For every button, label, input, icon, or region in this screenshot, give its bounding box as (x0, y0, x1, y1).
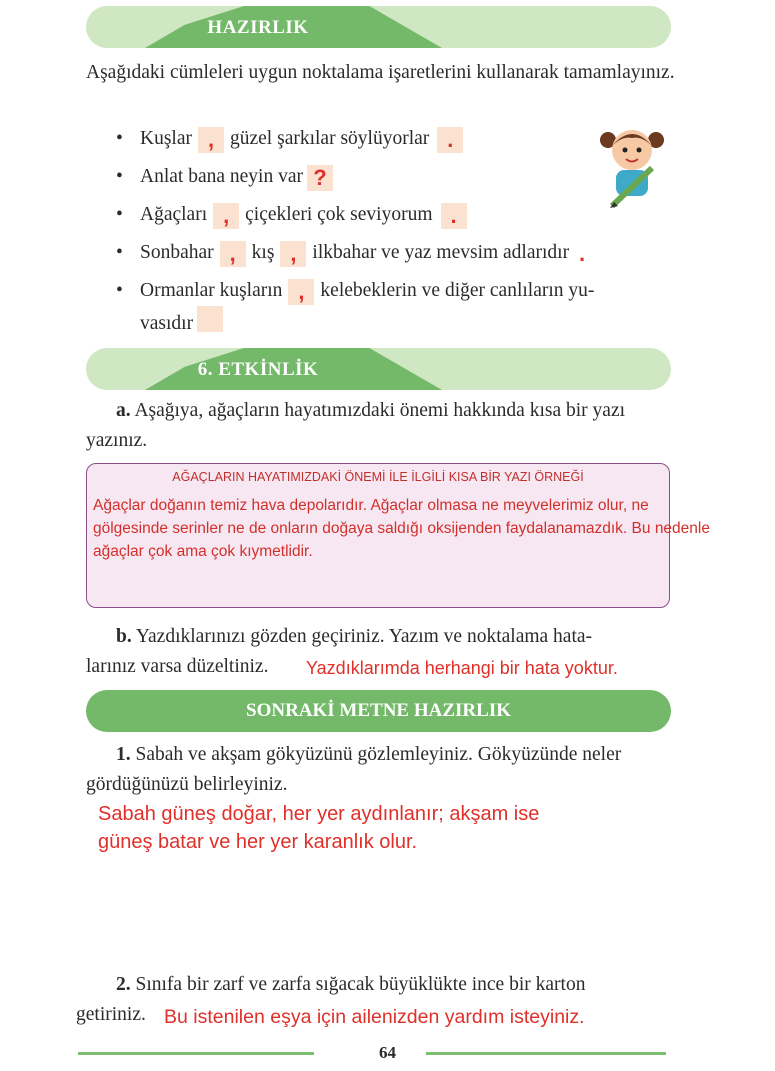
answer-box (86, 463, 710, 608)
section-banner-top (86, 6, 671, 48)
question-1: 1. Sabah ve akşam gökyüzünü gözlemleyiniz. Gökyüzünde neler gördüğünüzü belirleyiniz. (86, 744, 622, 795)
activity-banner (86, 348, 671, 390)
next-text-title: SONRAKİ METNE HAZIRLIK (246, 700, 511, 721)
list-item: • Ormanlar kuşların , kelebeklerin ve diğer canlıların yu- vasıdır (116, 276, 676, 339)
next-text-banner (86, 690, 671, 732)
activity-b-text: b. Yazdıklarınızı gözden geçiriniz. Yazım ve noktalama hata- larınız varsa düzeltiniz. (86, 626, 593, 677)
section-title-top: HAZIRLIK (207, 17, 309, 38)
question-2: 2. Sınıfa bir zarf ve zarfa sığacak büyüklükte ince bir karton getiriniz. (76, 974, 586, 1025)
list-item: • Kuşlar , güzel şarkılar söylüyorlar . (116, 124, 676, 154)
list-item: • Anlat bana neyin var ? (116, 162, 676, 192)
instruction-text: Aşağıdaki cümleleri uygun noktalama işaretlerini kullanarak tamamlayınız. (86, 62, 675, 83)
activity-a-text: a. Aşağıya, ağaçların hayatımızdaki önemi hakkında kısa bir yazı yazınız. (86, 400, 626, 451)
list-item: • Sonbahar , kış , ilkbahar ve yaz mevsim adlarıdır . (116, 238, 676, 268)
activity-title: 6. ETKİNLİK (197, 359, 319, 380)
question-1-answer: Sabah güneş doğar, her yer aydınlanır; akşam ise güneş batar ve her yer karanlık olur. (98, 803, 540, 853)
answer-box-text: Ağaçlar doğanın temiz hava depolarıdır. Ağaçlar olmasa ne meyvelerimiz olur, ne gölgesinde serinler ne de onların doğaya saldığı oksijenden faydalanamazdık. Bu nedenle ağaçlar çok ama çok kıymetlidir. (93, 497, 710, 560)
question-2-answer: Bu istenilen eşya için ailenizden yardım isteyiniz. (164, 1006, 585, 1028)
punctuation-list (116, 124, 676, 339)
answer-box-title: AĞAÇLARIN HAYATIMIZDAKİ ÖNEMİ İLE İLGİLİ KISA BİR YAZI ÖRNEĞİ (172, 470, 584, 484)
activity-b-answer: Yazdıklarımda herhangi bir hata yoktur. (306, 658, 618, 678)
page-number: 64 (379, 1043, 396, 1062)
list-item: • Ağaçları , çiçekleri çok seviyorum . (116, 200, 676, 230)
